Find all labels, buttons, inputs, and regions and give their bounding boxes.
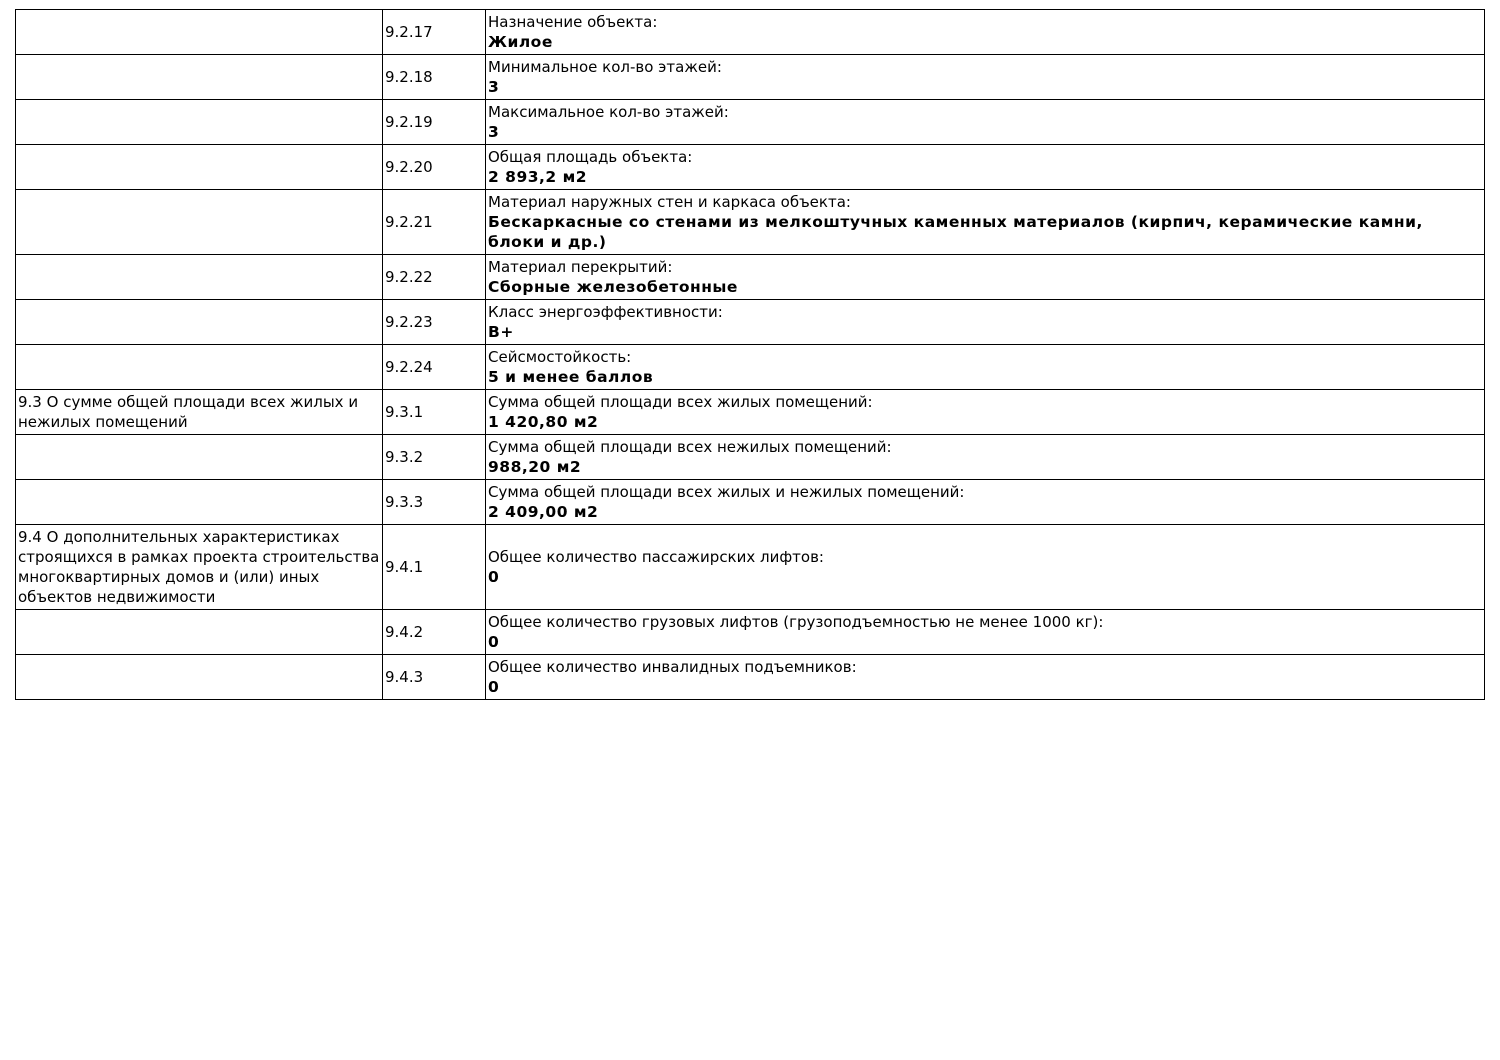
table-row [16,610,1485,655]
section-cell [16,655,383,700]
field-value: Сборные железобетонные [488,278,738,296]
table-row [16,300,1485,345]
field-value: 3 [488,123,500,141]
table-row [16,100,1485,145]
value-cell [486,610,1485,655]
section-cell [16,300,383,345]
code-cell: 9.3.2 [383,435,486,480]
section-cell [16,145,383,190]
code-cell: 9.4.2 [383,610,486,655]
code-cell: 9.2.21 [383,190,486,255]
table-row [16,145,1485,190]
value-cell [486,145,1485,190]
field-value: 3 [488,78,500,96]
section-cell: 9.4 О дополнительных характеристиках строящихся в рамках проекта строительства многоквартирных домов и (или) иных объектов недвижимости [16,525,383,610]
field-label: Сумма общей площади всех нежилых помещений: [488,438,892,456]
table-row [16,525,1485,610]
table-row [16,255,1485,300]
field-label: Общее количество инвалидных подъемников: [488,658,857,676]
field-value: 0 [488,678,500,696]
characteristics-table [15,9,1485,700]
field-label: Общее количество пассажирских лифтов: [488,548,824,566]
field-value: 5 и менее баллов [488,368,654,386]
code-cell: 9.2.24 [383,345,486,390]
code-cell: 9.2.18 [383,55,486,100]
section-cell: 9.3 О сумме общей площади всех жилых и нежилых помещений [16,390,383,435]
value-cell [486,190,1485,255]
field-label: Максимальное кол-во этажей: [488,103,729,121]
table-row [16,435,1485,480]
table-row [16,55,1485,100]
value-cell [486,10,1485,55]
field-label: Общая площадь объекта: [488,148,693,166]
code-cell: 9.2.22 [383,255,486,300]
value-cell [486,525,1485,610]
value-cell [486,300,1485,345]
value-cell [486,100,1485,145]
section-cell [16,345,383,390]
section-cell [16,10,383,55]
field-value: 988,20 м2 [488,458,582,476]
table-row [16,655,1485,700]
table-row [16,345,1485,390]
value-cell [486,255,1485,300]
field-label: Сейсмостойкость: [488,348,632,366]
table-row [16,10,1485,55]
section-cell [16,100,383,145]
section-cell [16,190,383,255]
code-cell: 9.2.19 [383,100,486,145]
field-label: Общее количество грузовых лифтов (грузоподъемностью не менее 1000 кг): [488,613,1104,631]
section-cell [16,435,383,480]
code-cell: 9.3.3 [383,480,486,525]
section-cell [16,610,383,655]
table-row [16,390,1485,435]
field-label: Сумма общей площади всех жилых помещений: [488,393,873,411]
code-cell: 9.3.1 [383,390,486,435]
table-row [16,480,1485,525]
field-label: Назначение объекта: [488,13,658,31]
field-value: 2 893,2 м2 [488,168,588,186]
field-label: Класс энергоэффективности: [488,303,723,321]
value-cell [486,345,1485,390]
code-cell: 9.2.23 [383,300,486,345]
value-cell [486,435,1485,480]
value-cell [486,55,1485,100]
field-value: B+ [488,323,514,341]
section-cell [16,255,383,300]
section-cell [16,55,383,100]
code-cell: 9.2.20 [383,145,486,190]
field-label: Сумма общей площади всех жилых и нежилых помещений: [488,483,965,501]
field-value: Жилое [488,33,553,51]
code-cell: 9.2.17 [383,10,486,55]
code-cell: 9.4.3 [383,655,486,700]
field-label: Материал перекрытий: [488,258,673,276]
section-cell [16,480,383,525]
field-value: 1 420,80 м2 [488,413,599,431]
field-label: Материал наружных стен и каркаса объекта: [488,193,851,211]
field-value: 0 [488,568,500,586]
value-cell [486,480,1485,525]
value-cell [486,390,1485,435]
code-cell: 9.4.1 [383,525,486,610]
value-cell [486,655,1485,700]
table-row [16,190,1485,255]
field-value: 2 409,00 м2 [488,503,599,521]
field-value: Бескаркасные со стенами из мелкоштучных каменных материалов (кирпич, керамические камни, блоки и др.) [488,213,1423,251]
field-value: 0 [488,633,500,651]
field-label: Минимальное кол-во этажей: [488,58,722,76]
